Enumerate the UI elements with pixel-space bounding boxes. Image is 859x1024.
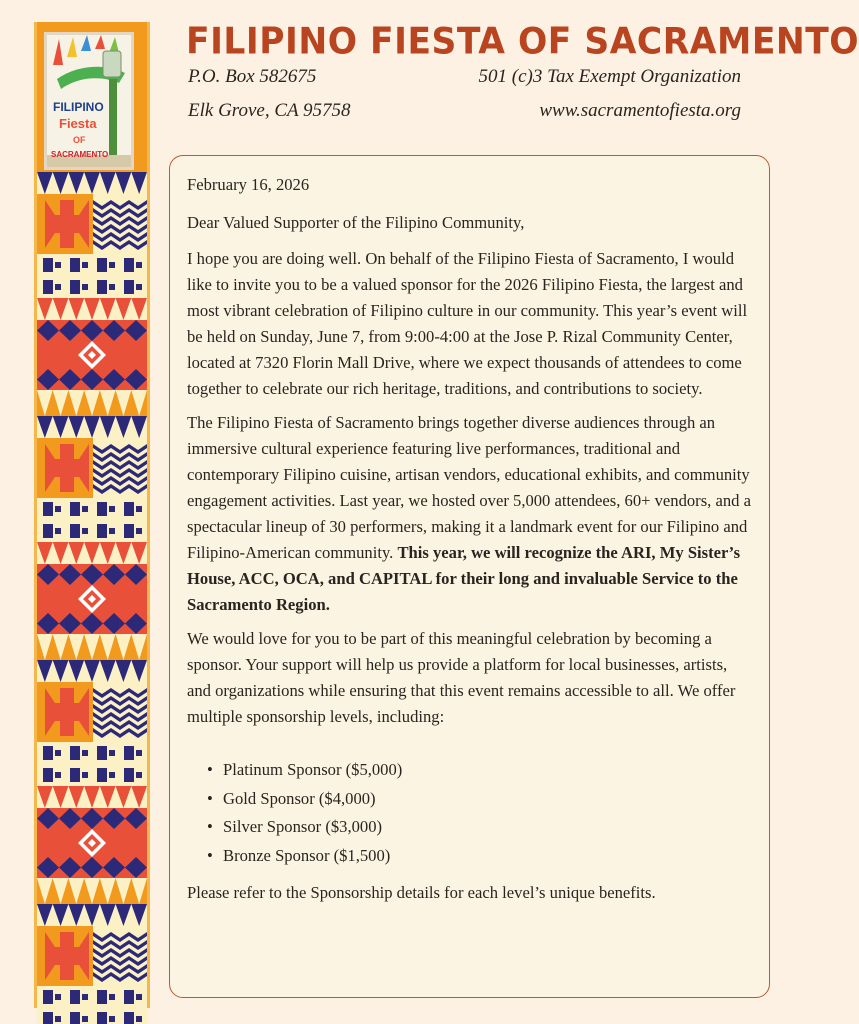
- sponsor-level-gold: • Gold Sponsor ($4,000): [207, 785, 751, 814]
- recognition-text: This year, we will recognize the ARI, My Sister’s House, ACC, OCA, and CAPITAL for their long and invaluable Service to the Sacramento Region.: [187, 543, 741, 614]
- organization-title: FILIPINO FIESTA OF SACRAMENTO: [186, 21, 859, 63]
- fiesta-logo-graphic: [47, 35, 131, 167]
- sponsorship-levels-list: [187, 756, 751, 870]
- logo-text-of: OF: [73, 135, 86, 145]
- logo-text-fiesta: Fiesta: [59, 116, 97, 131]
- letter-salutation: Dear Valued Supporter of the Filipino Community,: [187, 213, 525, 232]
- letter-body: [169, 155, 770, 998]
- tax-status: 501 (c)3 Tax Exempt Organization: [478, 66, 741, 87]
- letter-date: February 16, 2026: [187, 175, 310, 194]
- letter-paragraph-about: [187, 410, 751, 618]
- sponsor-level-platinum: • Platinum Sponsor ($5,000): [207, 756, 751, 785]
- letter-closing: Please refer to the Sponsorship details for each level’s unique benefits.: [187, 883, 656, 902]
- fiesta-logo: [44, 32, 134, 170]
- letter-paragraph-invitation: We would love for you to be part of this meaningful celebration by becoming a sponsor. Your support will help us provide a platform for local businesses, artists, and organizations while ensuring that this event remains accessible to all. We offer multiple sponsorship levels, including:: [187, 629, 736, 726]
- logo-text-filipino: FILIPINO: [53, 100, 104, 114]
- city-state: Elk Grove, CA 95758: [188, 100, 351, 121]
- letter-paragraph-intro: I hope you are doing well. On behalf of the Filipino Fiesta of Sacramento, I would like to invite you to be a valued sponsor for the 2026 Filipino Fiesta, the largest and most vibrant celebration of Filipino culture in our community. This year’s event will be held on Sunday, June 7, from 9:00-4:00 at the Jose P. Rizal Community Center, located at 7320 Florin Mall Drive, where we expect thousands of attendees to come together to celebrate our rich heritage, traditions, and contributions to society.: [187, 249, 748, 398]
- po-box: P.O. Box 582675: [188, 66, 317, 87]
- about-text: The Filipino Fiesta of Sacramento brings together diverse audiences through an immersive cultural experience featuring live performances, traditional and contemporary Filipino cuisine, artisan vendors, educational exhibits, and community engagement activities. Last year, we hosted over 5,000 attendees, 60+ vendors, and a spectacular lineup of 30 performers, making it a landmark event for our Filipino and Filipino-American community.: [187, 413, 751, 562]
- logo-text-sacramento: SACRAMENTO: [51, 150, 109, 159]
- sponsor-level-bronze: • Bronze Sponsor ($1,500): [207, 842, 751, 871]
- website-link[interactable]: www.sacramentofiesta.org: [539, 100, 741, 121]
- sponsor-level-silver: • Silver Sponsor ($3,000): [207, 813, 751, 842]
